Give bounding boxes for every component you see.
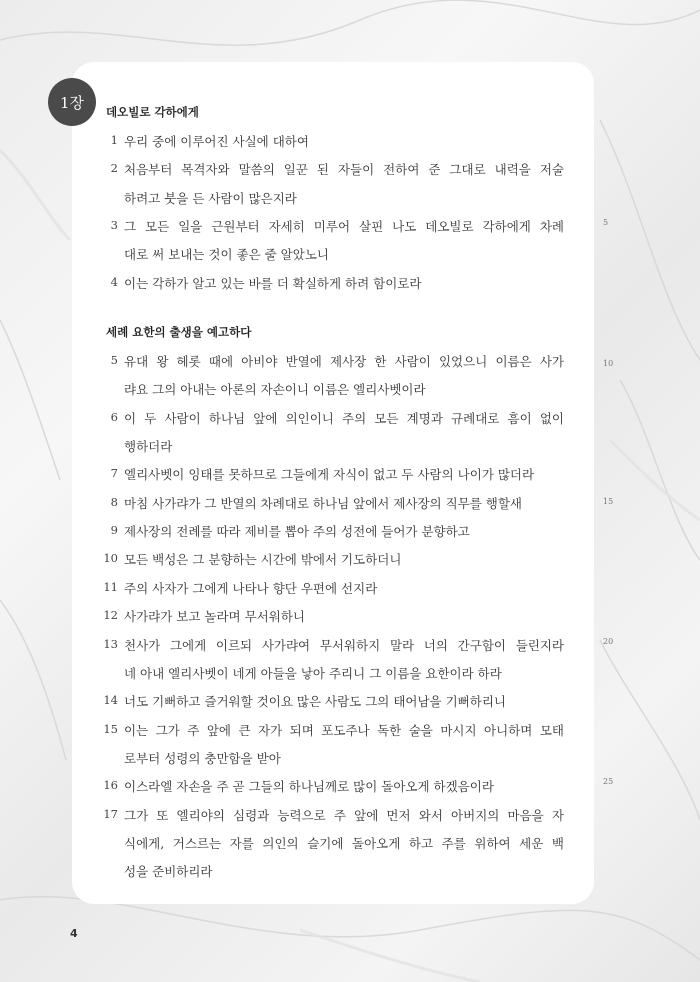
verse-line: 우리 중에 이루어진 사실에 대하여 [124,134,309,149]
page-number: 4 [70,927,78,940]
verse-number: 11 [103,579,118,594]
verse-line: 이 두 사람이 하나님 앞에 의인이니 주의 모든 계명과 규례대로 흠이 없이 [124,410,564,426]
verse-line: 로부터 성령의 충만함을 받아 [124,750,281,766]
verse-line: 하려고 붓을 든 사람이 많은지라 [124,190,297,206]
verse-line: 엘리사벳이 잉태를 못하므로 그들에게 자식이 없고 두 사람의 나이가 많더라 [124,467,535,483]
verse-number: 8 [110,494,118,509]
verse-line: 네 아내 엘리사벳이 네게 아들을 낳아 주리니 그 이름을 요한이라 하라 [124,665,502,681]
verse-number: 7 [110,466,118,481]
verse-number: 14 [103,693,118,708]
verse-line: 제사장의 전례를 따라 제비를 뽑아 주의 성전에 들어가 분향하고 [124,524,470,540]
verse-number: 2 [110,161,118,176]
verse-line: 이스라엘 자손을 주 곧 그들의 하나님께로 많이 돌아오게 하겠음이라 [124,779,494,795]
margin-line-number: 25 [603,777,614,786]
section-heading: 데오빌로 각하에게 [106,105,199,119]
margin-line-number: 15 [603,497,614,506]
verse-line: 천사가 그에게 이르되 사가랴여 무서워하지 말라 너의 간구함이 들린지라 [124,637,564,653]
verse-line: 행하더라 [124,439,173,455]
verse-line: 유대 왕 헤롯 때에 아비야 반열에 제사장 한 사람이 있었으니 이름은 사가 [124,354,564,369]
verse-line: 그가 또 엘리야의 심령과 능력으로 주 앞에 먼저 와서 아버지의 마음을 자 [124,807,564,823]
verse-number: 17 [103,806,118,821]
chapter-badge: 1장 [48,78,96,126]
margin-line-number: 5 [603,218,609,227]
verse-line: 마침 사가랴가 그 반열의 차례대로 하나님 앞에서 제사장의 직무를 행할새 [124,495,523,511]
section-heading: 세례 요한의 출생을 예고하다 [106,325,252,339]
verse-number: 16 [103,778,118,793]
verse-number: 5 [110,353,118,367]
verse-line: 그 모든 일을 근원부터 자세히 미루어 살핀 나도 데오빌로 각하에게 차례 [124,219,564,235]
verse-number: 12 [103,608,118,623]
verse-line: 주의 사자가 그에게 나타나 향단 우편에 선지라 [124,580,378,596]
verse-line: 대로 써 보내는 것이 좋은 줄 알았노니 [124,247,329,263]
verse-number: 15 [103,721,118,736]
verse-line: 모든 백성은 그 분향하는 시간에 밖에서 기도하더니 [124,552,402,568]
margin-line-number: 10 [603,359,614,368]
verse-number: 4 [110,274,118,289]
verse-line: 랴요 그의 아내는 아론의 자손이니 이름은 엘리사벳이라 [124,382,426,398]
verse-number: 1 [110,133,118,147]
verse-line: 이는 각하가 알고 있는 바를 더 확실하게 하려 함이로라 [124,275,422,291]
verse-number: 6 [110,409,118,424]
verse-line: 성을 준비하리라 [124,864,213,880]
verse-number: 9 [110,523,118,538]
margin-line-number: 20 [603,637,614,646]
verse-line: 처음부터 목격자와 말씀의 일꾼 된 자들이 전하여 준 그대로 내력을 저술 [124,162,564,178]
verse-number: 13 [103,636,118,651]
verse-line: 너도 기뻐하고 즐거워할 것이요 많은 사람도 그의 태어남을 기뻐하리니 [124,694,506,710]
verse-number: 3 [110,218,118,233]
verse-line: 이는 그가 주 앞에 큰 자가 되며 포도주나 독한 술을 마시지 아니하며 모태 [124,722,564,738]
verse-line: 사가랴가 보고 놀라며 무서워하니 [124,609,305,625]
verse-number: 10 [103,551,118,566]
verse-line: 식에게, 거스르는 자를 의인의 슬기에 돌아오게 하고 주를 위하여 세운 백 [124,835,564,851]
